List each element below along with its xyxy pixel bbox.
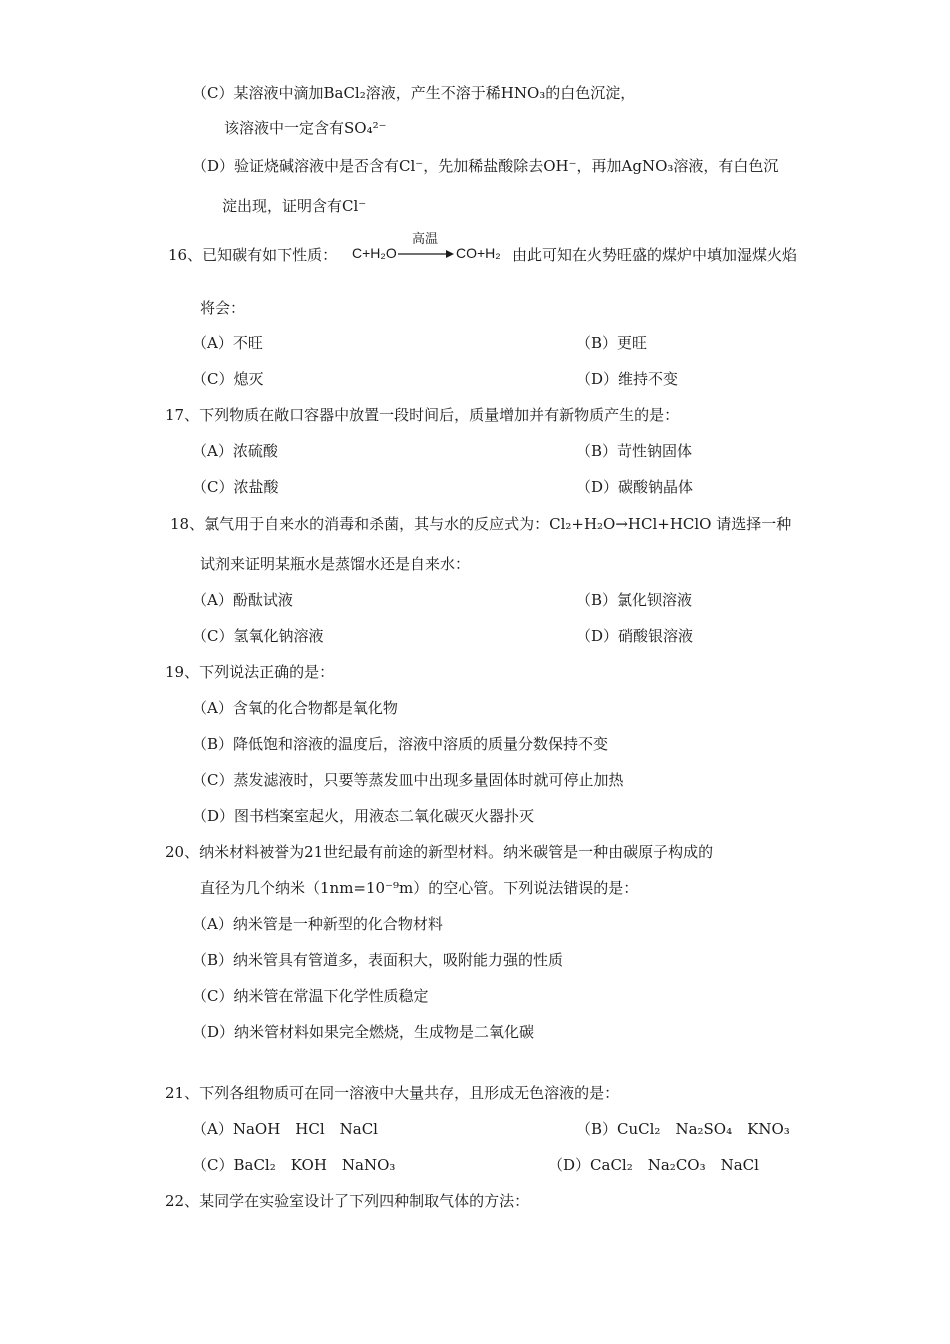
q20-option-b: （B）纳米管具有管道多，表面积大，吸附能力强的性质 (192, 951, 564, 969)
q17-stem: 17、下列物质在敞口容器中放置一段时间后，质量增加并有新物质产生的是： (165, 406, 680, 424)
q19-option-a: （A）含氧的化合物都是氧化物 (192, 699, 398, 717)
q18-stem: 18、氯气用于自来水的消毒和杀菌，其与水的反应式为：Cl₂+H₂O→HCl+HClO 请选择一种 (170, 515, 792, 533)
q20-option-d: （D）纳米管材料如果完全燃烧，生成物是二氧化碳 (192, 1023, 535, 1041)
q15-option-d-cont: 淀出现，证明含有Cl⁻ (222, 197, 367, 215)
q18-option-c: （C）氢氧化钠溶液 (192, 627, 324, 645)
q20-option-c: （C）纳米管在常温下化学性质稳定 (192, 987, 429, 1005)
q18-option-a: （A）酚酞试液 (192, 591, 293, 609)
q20-stem: 20、纳米材料被誉为21世纪最有前途的新型材料。纳米碳管是一种由碳原子构成的 (165, 843, 714, 861)
q21-option-d: （D）CaCl₂ Na₂CO₃ NaCl (548, 1156, 759, 1174)
q22-stem: 22、某同学在实验室设计了下列四种制取气体的方法： (165, 1192, 530, 1210)
q21-stem: 21、下列各组物质可在同一溶液中大量共存，且形成无色溶液的是： (165, 1084, 620, 1102)
reaction-arrow-icon (398, 250, 454, 258)
q19-stem: 19、下列说法正确的是： (165, 663, 335, 681)
q18-stem-cont: 试剂来证明某瓶水是蒸馏水还是自来水： (200, 555, 471, 573)
q18-option-d: （D）硝酸银溶液 (576, 627, 694, 645)
q20-option-a: （A）纳米管是一种新型的化合物材料 (192, 915, 443, 933)
q21-option-c: （C）BaCl₂ KOH NaNO₃ (192, 1156, 396, 1174)
q17-option-c: （C）浓盐酸 (192, 478, 279, 496)
q19-option-c: （C）蒸发滤液时，只要等蒸发皿中出现多量固体时就可停止加热 (192, 771, 624, 789)
q20-stem-cont: 直径为几个纳米（1nm=10⁻⁹m）的空心管。下列说法错误的是： (200, 879, 639, 897)
q15-option-d: （D）验证烧碱溶液中是否含有Cl⁻，先加稀盐酸除去OH⁻，再加AgNO₃溶液，有白色沉 (192, 157, 779, 175)
equation-reactants: C+H₂O (352, 245, 397, 261)
q16-option-c: （C）熄灭 (192, 370, 264, 388)
q16-stem-pre: 16、已知碳有如下性质： (168, 246, 338, 264)
q16-option-d: （D）维持不变 (576, 370, 679, 388)
q15-option-c-cont: 该溶液中一定含有SO₄²⁻ (224, 119, 387, 137)
q16-stem-cont: 将会： (200, 299, 246, 317)
q17-option-d: （D）碳酸钠晶体 (576, 478, 694, 496)
q17-option-a: （A）浓硫酸 (192, 442, 278, 460)
q17-option-b: （B）苛性钠固体 (576, 442, 693, 460)
reaction-equation (352, 228, 512, 268)
q16-option-b: （B）更旺 (576, 334, 648, 352)
q19-option-d: （D）图书档案室起火，用液态二氧化碳灭火器扑灭 (192, 807, 535, 825)
q18-option-b: （B）氯化钡溶液 (576, 591, 693, 609)
equation-products: CO+H₂ (456, 245, 501, 261)
equation-condition: 高温 (412, 231, 439, 246)
q19-option-b: （B）降低饱和溶液的温度后，溶液中溶质的质量分数保持不变 (192, 735, 609, 753)
q21-option-b: （B）CuCl₂ Na₂SO₄ KNO₃ (576, 1120, 790, 1138)
q15-option-c: （C）某溶液中滴加BaCl₂溶液，产生不溶于稀HNO₃的白色沉淀， (192, 84, 636, 102)
q16-option-a: （A）不旺 (192, 334, 263, 352)
q16-stem-post: 由此可知在火势旺盛的煤炉中填加湿煤火焰 (512, 246, 798, 264)
q21-option-a: （A）NaOH HCl NaCl (192, 1120, 378, 1138)
